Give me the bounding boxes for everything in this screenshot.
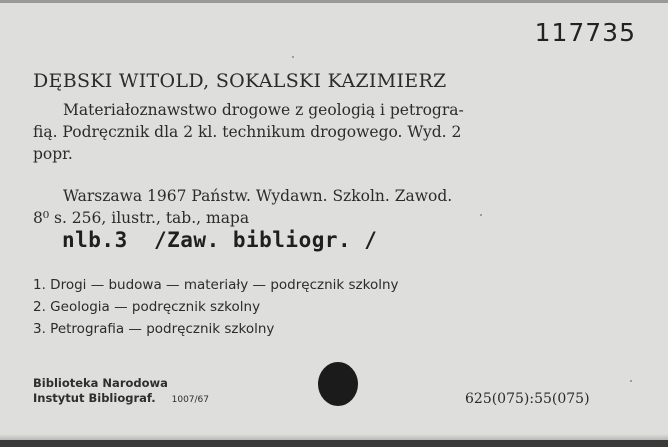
- institution-name: Biblioteka Narodowa: [33, 376, 168, 390]
- punch-hole: [318, 362, 358, 406]
- imprint: [33, 185, 593, 229]
- title-line: fią. Podręcznik dla 2 kl. technikum drogowego. Wyd. 2: [33, 123, 462, 141]
- imprint-line: Warszawa 1967 Państw. Wydawn. Szkoln. Zawod.: [63, 187, 453, 205]
- subject-heading: 3. Petrografia — podręcznik szkolny: [33, 321, 275, 337]
- title-description: [33, 99, 593, 165]
- accession-number: 117735: [534, 18, 636, 47]
- imprint-line: 8⁰ s. 256, ilustr., tab., mapa: [33, 209, 250, 227]
- authors-heading: DĘBSKI WITOLD, SOKALSKI KAZIMIERZ: [33, 70, 447, 92]
- title-line: Materiałoznawstwo drogowe z geologią i petrogra-: [63, 101, 464, 119]
- card-top-edge: [0, 0, 668, 3]
- speck: [630, 380, 632, 382]
- print-code: 1007/67: [171, 395, 210, 405]
- classification-number: 625(075):55(075): [465, 391, 590, 407]
- subject-headings: [33, 274, 399, 340]
- speck: [292, 56, 294, 58]
- institution-imprint: [33, 376, 209, 408]
- institution-department: Instytut Bibliograf. 1007/67: [33, 391, 210, 405]
- title-line: popr.: [33, 145, 73, 163]
- typed-annotation: nlb.3 /Zaw. bibliogr. /: [62, 228, 378, 252]
- speck: [480, 214, 482, 216]
- subject-heading: 1. Drogi — budowa — materiały — podręcznik szkolny: [33, 277, 399, 293]
- subject-heading: 2. Geologia — podręcznik szkolny: [33, 299, 261, 315]
